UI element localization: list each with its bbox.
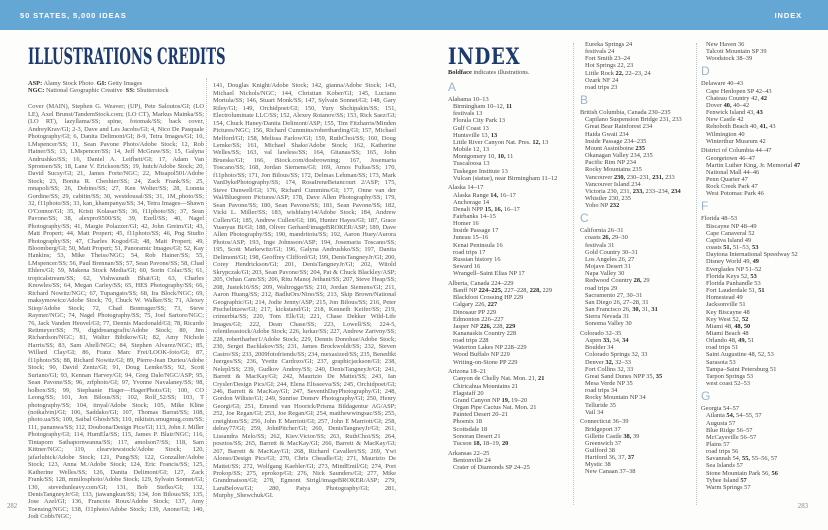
index-subentry: Mount Assiniboine 235 — [585, 144, 646, 152]
index-subentry: Georgetown 46–47 — [706, 154, 756, 162]
index-subentry: Tarpon Springs 53 — [706, 372, 754, 380]
index-subentry: road trips 34 — [585, 387, 618, 395]
index-subentry: Inside Passage 234–235 — [585, 137, 647, 145]
index-subentry: Great Bear Rainforest 234 — [585, 123, 653, 131]
index-subentry: McCaysville 56–57 — [706, 433, 757, 441]
index-subentry: Captiva Island 49 — [706, 236, 752, 244]
index-subentry: Fort Lauderdale 51, 51 — [706, 287, 765, 295]
index-subentry: Little River Canyon Nat. Pres. 12, 13 — [453, 138, 549, 146]
index-letter-heading: B — [580, 93, 589, 108]
index-entry: Arkansas 22–25 — [448, 449, 490, 457]
index-letter-heading: G — [701, 389, 711, 404]
index-entry: Florida 48–53 — [701, 215, 738, 223]
index-subentry: Sonoma Valley 30 — [585, 320, 632, 328]
index-subentry: Chateau Country 42, 42 — [706, 94, 768, 102]
index-subentry: Gulf Coast 13 — [453, 124, 489, 132]
index-subentry: Gillette Castle 38, 39 — [585, 432, 640, 440]
index-subentry: Los Angeles 26, 27 — [585, 255, 635, 263]
index-subentry: Huntsville 13, 13 — [453, 131, 498, 139]
index-subentry: Greenwich 37 — [585, 439, 622, 447]
index-subentry: Tybee Island 57 — [706, 476, 747, 484]
index-subentry: Cape Henlopen SP 42–43 — [706, 87, 772, 95]
index-letter-heading: F — [701, 199, 709, 214]
index-column-3 — [701, 41, 820, 491]
index-subentry: Flagstaff 20 — [453, 389, 484, 397]
header-book-title: 50 STATES, 5,000 IDEAS — [20, 10, 127, 20]
index-subentry: Jasper NP 226, 228, 229 — [453, 322, 516, 330]
index-subentry: Tuscaloosa 13 — [453, 160, 490, 168]
index-subentry: Martin Luther King, Jr. Memorial 47 — [706, 161, 801, 169]
index-subentry: Great Sand Dunes NPP 35, 35 — [585, 372, 663, 380]
index-subentry: Key West 52, 52 — [706, 315, 749, 323]
index-subentry: Stone Mountain Park 56, 56 — [706, 469, 778, 477]
index-subentry: Colorado Springs 32, 33 — [585, 351, 648, 359]
index-subentry: Canyon de Chelly Nat. Mon. 21, 21 — [453, 375, 545, 383]
index-subentry: San Francisco 26, 30, 31, 31 — [585, 306, 658, 313]
index-subentry: Sierra Nevada 31 — [585, 313, 630, 321]
index-entry: Delaware 40–43 — [701, 80, 744, 88]
index-subentry: road trips 51 — [706, 344, 739, 352]
credits-column-divider — [206, 78, 207, 506]
index-boldface-note: Boldface indicates illustrations. — [448, 69, 530, 76]
index-subentry: Waterton Lakes NP 228–229 — [453, 344, 527, 352]
index-subentry: Savannah 54, 55, 55–56, 57 — [706, 455, 778, 463]
index-subentry: Seward 16 — [453, 263, 481, 271]
index-subentry: Penn Quarter 47 — [706, 176, 748, 183]
index-subentry: Rock Creek Park 47 — [706, 183, 758, 191]
index-subentry: Key Biscayne 48 — [706, 308, 750, 316]
index-subentry: Winterthur Museum 42 — [706, 137, 766, 145]
index-subentry: Sea Islands 57 — [706, 462, 743, 470]
index-subentry: Orlando 48, 49, 51 — [706, 337, 755, 345]
index-subentry: Cape Canaveral 52 — [706, 229, 755, 237]
index-subentry: Florida Panhandle 53 — [706, 279, 761, 287]
index-subentry: Capilano Suspension Bridge 231, 233 — [585, 116, 682, 124]
abbreviation-line: ASP: Alamy Stock Photo GI: Getty Images — [28, 80, 143, 87]
index-subentry: Grand Canyon NP 19, 19–20 — [453, 396, 528, 404]
index-subentry: Painted Desert 20–21 — [453, 411, 509, 419]
index-subentry: Napa Valley 30 — [585, 270, 625, 278]
index-subentry: Vail 34 — [585, 408, 604, 416]
index-subentry: Talcott Mountain SP 39 — [706, 48, 767, 56]
index-subentry: Fort Smith 23–24 — [585, 55, 631, 63]
index-entry: Alberta, Canada 224–229 — [448, 279, 514, 287]
index-subentry: Whistler 230, 235 — [585, 194, 631, 202]
index-subentry: Hartford 36, 37, 37 — [585, 454, 635, 462]
index-subentry: Tuskegee Institute 13 — [453, 167, 508, 175]
index-subentry: Kenai Peninsula 16 — [453, 241, 503, 249]
index-subentry: Telluride 35 — [585, 401, 616, 409]
index-subentry: Inside Passage 17 — [453, 227, 499, 235]
index-subentry: Gold Country 30–31 — [585, 248, 638, 256]
index-subentry: Sacramento 27, 30–31 — [585, 291, 643, 299]
index-entry: Arizona 18–21 — [448, 368, 487, 376]
index-subentry: Mojave Desert 31 — [585, 263, 631, 271]
index-subentry: Blackfoot Crossing HP 229 — [453, 294, 524, 302]
index-subentry: Tucson 18, 18–19, 20 — [453, 439, 509, 447]
index-entry: California 26–31 — [580, 227, 624, 235]
credits-page-title: ILLUSTRATIONS CREDITS — [28, 44, 226, 70]
index-subentry: road trips 23 — [585, 83, 618, 91]
index-subentry: road trips 56 — [706, 448, 739, 456]
index-subentry: west coast 52–53 — [706, 380, 751, 388]
index-subentry: Redwood Country 28, 29 — [585, 277, 650, 285]
index-subentry: Atlanta 54, 54–55, 57 — [706, 412, 762, 420]
index-subentry: festivals 24 — [585, 48, 615, 56]
index-subentry: New Canaan 37–38 — [585, 468, 636, 476]
index-subentry: Hot Springs 22, 23 — [585, 62, 634, 70]
index-subentry: Miami Beach 48 — [706, 329, 749, 337]
index-subentry: Dinosaur PP 229 — [453, 308, 497, 316]
page-number-left: 282 — [7, 503, 18, 510]
index-subentry: coasts 26, 29–30 — [585, 234, 628, 242]
index-entry: Georgia 54–57 — [701, 405, 740, 413]
index-subentry: Miami 48, 48, 50 — [706, 322, 751, 330]
index-subentry: Everglades NP 51–52 — [706, 265, 762, 273]
index-subentry: Chiricahua Mountains 21 — [453, 382, 518, 390]
index-column-divider — [696, 43, 697, 505]
index-subentry: Juneau 15–16 — [453, 234, 489, 242]
index-subentry: Ozark NF 24 — [585, 76, 619, 84]
index-subentry: Fairbanks 14–15 — [453, 213, 496, 220]
index-subentry: Florida Keys 52, 53 — [706, 272, 757, 280]
page-number-right: 283 — [797, 503, 808, 510]
index-letter-heading: A — [448, 80, 457, 94]
index-subentry: Edmonton 226–227 — [453, 315, 504, 323]
index-entry: District of Columbia 44–47 — [701, 147, 772, 155]
index-entry: Colorado 32–35 — [580, 329, 622, 337]
index-subentry: West Potomac Park 46 — [706, 190, 764, 198]
index-subentry: Victoria 230, 231, 233, 233–234, 234 — [585, 187, 681, 195]
index-subentry: Mobile 12, 13 — [453, 146, 490, 154]
index-subentry: Birmingham 10–12, 11 — [453, 103, 513, 111]
index-subentry: Okanagan Valley 234, 235 — [585, 152, 653, 160]
index-subentry: Bentonville 24 — [453, 456, 491, 464]
credits-column-2: 141, Douglas Knight/Adobe Stock; 142, gianna/Adobe Stock; 143, Michael Nichols/NGC; 144, Christian Kober/GI; 145, Luciano Mortula/SS; 146, Stuart Monk/SS; 147, Sylvain Sonnet/GI; 148, Gary Riley/GI; 149, Orchidpoet/GI; 150, Yury Shchipakin/SS; 151, Electroluminate LLC/SS; 152, Alexey Rotanov/SS; 153, Rick Saez/GI; 154, Chuck Haney/Danita Delimont/ASP; 155, Tim Fitzharris/Minden Pictures/NGC; 156, Richard Cummins/robertharding/GI; 157, Michael Melford/GI; 158, Melissa Farlow/GI; 159, RuthChoi/SS; 160, Doug Lemke/SS; 161, Michael Shake/Adobe Stock; 162, Katherine Welles/SS; 163, val lawless/SS; 164, Gitanas/SS; 165, John Brueske/GI; 166, iStock.com/dosbrowning; 167, Josemaria Toscano/SS; 168, Jordan Siemens/GI; 169, Amos Fultas/SS; 170, f11photo/SS; 171, Jon Bilous/SS; 172, Delmas Lehman/SS; 173, Mark VanDykePhotography/SS; 174, RosaIreneBetancourt 2/ASP; 175, Steve Dunwell/GI; 176, Richard Cummins/GI; 177, Onne van der Wal/Bluegreen Pictures/ASP; 178, Dave Allen Photography/SS; 179, Sean Pavone/SS; 180, Sean Pavone/SS; 181, Sean Pavone/SS; 182, Vicki L. Miller/SS; 183, wishfairy14/Adobe Stock; 184, Andrew Cullen/GI; 185, Andrew Cullen/GI; 186, Hunter Hayes/GI; 187, Grace Yuanyue Bi/GI; 188, Oliver Gerhard/imageBROKER/ASP; 189, Dave Allen Photography/SS; 190, mandritoiu/SS; 192, Aaron Huey/Aurora Photos/ASP; 193, Inge Johnsson/ASP; 194, Josemaria Toscano/SS; 195, Scott Markewitz/GI; 196, Galyna Andrushko/SS; 197, Danita Delimont/GI; 198, Geoffrey Clifford/GI; 199, DenisTangneyJr/GI; 200, Corey Hendrickson/GI; 201, DenisTangneyJr/GI; 202, Witold Skrypczak/GI; 203, Sean Pavone/SS; 204, Pat & Chuck Blackley/ASP; 205, Orhan Cam/SS; 206, Ritu Manoj Jethani/SS; 207, Steve Heap/SS; 208, Justek16/SS; 209, Waltrogge/SS; 210, Jordan Siemens/GI; 211, Aaron Huang/SS; 212, BadluOrs/Nino/SS; 213, Skip Brown/National Geographic/GI; 214, Jodie Jenny/ASP; 215, Jon Bilous/SS; 216, Peter Ptschelinzew/GI; 217, kickstand/GI; 218, Kenneth Keifer/SS; 219, crimerbia/SS; 220, Tom Elk/GI; 221, Chase Dekker Wild-Life Images/GI; 222, Dean Chase/SS; 223, Lowell/SS; 224-5, relentlessstock/Adobe Stock; 226, lurkar/SS; 227, Andrew Zarivny/SS; 228, robertharber1/Adobe Stock; 229, Dennis Donohue/Adobe Stock; 230, Sergei Bachlakov/SS; 231, James Brockwoldt/SS; 232, Steven Castro/SS; 233, 2009fotofriends/SS; 234, mexasized/SS; 235, Benedikt Juerges/SS; 236, Yvette Cardozo/GI; 237, graphicjackson/GI; 238, Nelepl/SS; 239, Gudkov Andrey/SS; 240, DenisTangneyJr/GI; 241, Barrett & MacKay/GI; 242, Maurizio De Mattei/SS; 243, Ian Crysler/Design Pics/GI; 244, Elena Elisseeva/SS; 245, Orchidpoet/GI; 246, Barrett & MacKay/GI; 247, SeventhDayPhotography/GI; 248, Gordon Wiltsie/GI; 249, Sunrise Donsrv Photography/GI; 250, Henry Georgi/GI; 251, Emond van Hoorick/Prisma Bildagentur AG/ASP; 252, Joe Regan/GI; 253, Joe Regan/GI; 254, matthewwingsac/SS; 255, cneighton/SS; 256, John E Marriott/GI; 257, John E Marriott/GI; 258, delray77/GI; 259, JohnPitcher/GI; 260, DenisTangneyJr/GI; 261, Lissandra Melo/SS; 262, Kiev.Victor/SS; 263, RuthChoi/SS; 264, posztos/SS; 265, Barrett & MacKay/GI; 266, Barrett & MacKay/GI; 267, Barrett & MacKay/GI; 268, Richard Cavalleri/SS; 269, Ywi Alonso/Design Pics/GI; 270, Chris Cheadle/GI; 271, Maurizio De Mattei/SS; 272, Wolfgang Kaehler/GI; 273, MindEmil/GI; 274, Port Prokop/SS; 275, eprokop/GI; 276, Nick Saunders/GI; 277, Mike Grandmaison/GI; 278, Egmont Strigl/imageBROKER/ASP; 279, LaraBelova/GI; 280, Patya Photography/GI; 281, Murphy_Shewchuk/GI. — [213, 82, 397, 500]
index-subentry: Vancouver 230, 230–231, 231, 233 — [585, 173, 675, 181]
index-column-divider — [573, 43, 574, 505]
index-subentry: Guilford 38 — [585, 446, 615, 454]
index-subentry: Denver 32, 32–33 — [585, 358, 631, 366]
index-subentry: Augusta 57 — [706, 419, 736, 427]
index-page-title: INDEX — [448, 44, 521, 70]
index-letter-heading: D — [701, 64, 710, 79]
header-bar — [0, 0, 828, 30]
index-subentry: Boulder 34 — [585, 344, 614, 352]
index-subentry: Wilmington 40 — [706, 130, 745, 138]
index-subentry: Anchorage 14 — [453, 198, 490, 206]
index-subentry: Jacksonville 51 — [706, 301, 746, 309]
index-subentry: Biscayne NP 48–49 — [706, 222, 757, 230]
index-subentry: Pacific Rim NP 234 — [585, 159, 637, 167]
index-subentry: Disney World 49, 49 — [706, 258, 759, 266]
index-subentry: Fort Collins 32, 33 — [585, 365, 634, 373]
index-subentry: Mesa Verde NP 35 — [585, 380, 633, 388]
index-subentry: Crater of Diamonds SP 24–25 — [453, 463, 530, 471]
index-subentry: Saint Augustine 48, 52, 53 — [706, 351, 774, 359]
index-subentry: Yoho NP 232 — [585, 202, 620, 210]
index-subentry: Rehoboth Beach 40, 41, 43 — [706, 123, 776, 131]
index-subentry: Plains 57 — [706, 441, 730, 448]
index-entry: Alaska 14–17 — [448, 184, 484, 192]
index-subentry: Sarasota 53 — [706, 358, 736, 366]
credits-abbreviations — [28, 80, 204, 95]
index-subentry: Banff NP 224–225, 227–228, 228, 229 — [453, 287, 553, 295]
index-subentry: Mystic 38 — [585, 461, 611, 469]
index-subentry: Fenwick Island 43, 43 — [706, 109, 763, 117]
index-letter-heading: C — [580, 211, 589, 226]
index-subentry: Haida Gwaii 234 — [585, 130, 629, 138]
index-subentry: Wood Buffalo NP 229 — [453, 351, 510, 359]
index-subentry: Rocky Mountains 235 — [585, 166, 642, 174]
index-subentry: Warm Springs 57 — [706, 483, 751, 491]
index-subentry: Aspen 33, 34, 34 — [585, 337, 629, 345]
index-subentry: festivals 31 — [585, 241, 615, 249]
index-subentry: Alaska Range 14, 16–17 — [453, 191, 516, 199]
index-entry: Alabama 10–13 — [448, 96, 489, 103]
index-subentry: Rocky Mountain NP 34 — [585, 394, 646, 402]
index-subentry: Eureka Springs 24 — [585, 41, 633, 48]
index-subentry: road trips 17 — [453, 248, 486, 256]
abbreviation-line: NGC: National Geographic Creative SS: Shutterstock — [28, 87, 169, 95]
index-subentry: Homestead 49 — [706, 294, 743, 302]
index-subentry: Calgary 226, 227 — [453, 301, 498, 309]
index-column-1 — [448, 78, 570, 471]
index-subentry: Wrangell–Saint Elias NP 17 — [453, 270, 525, 278]
index-subentry: Sonoran Desert 21 — [453, 432, 501, 440]
index-subentry: Vancouver Island 234 — [585, 180, 641, 188]
index-subentry: coasts 51, 51–53, 53 — [706, 244, 759, 252]
index-subentry: Kananaskis Country 228 — [453, 330, 517, 337]
index-subentry: Organ Pipe Cactus Nat. Mon. 21 — [453, 404, 537, 412]
index-subentry: Daytona International Speedway 52 — [706, 251, 798, 259]
index-subentry: Russian history 16 — [453, 255, 501, 263]
index-subentry: Tampa–Saint Petersburg 51 — [706, 365, 777, 373]
index-subentry: Scottsdale 18 — [453, 425, 488, 433]
index-subentry: San Diego 26, 27–28, 31 — [585, 298, 649, 306]
index-subentry: Phoenix 18 — [453, 418, 482, 426]
index-subentry: Blue Ridge 56–57 — [706, 426, 753, 434]
index-subentry: festivals 13 — [453, 110, 483, 118]
index-subentry: road trips 228 — [453, 337, 489, 345]
index-subentry: Woodstock 38–39 — [706, 55, 753, 63]
index-subentry: New Castle 42 — [706, 116, 744, 124]
index-subentry: Florala City Park 13 — [453, 117, 506, 125]
index-subentry: Homer 16 — [453, 220, 479, 228]
index-subentry: Dover 40, 40–42 — [706, 101, 750, 109]
index-entry: British Columbia, Canada 230–235 — [580, 109, 671, 117]
index-subentry: Little Rock 22, 22–23, 24 — [585, 69, 651, 77]
index-column-2 — [580, 41, 694, 476]
index-subentry: Vulcan (statue), near Birmingham 11–12 — [453, 174, 558, 182]
credits-column-1: Cover (MAIN), Stephen G. Weaver; (UP), Pete Saloutos/GI; (LO LE), Axel Brunst/TandemStock.com; (LO CT), Markus Mainka/SS; (LO RT), lazyllama/SS; spine, fotomak/SS; back cover, AndreyKrav/GI; 2-3, Dave and Les Jacobs/GI; 4, Nico De Pasquale Photography/GI; 6, Danita Delimont/GI; 8-9, Tetra Images/GI; 10, LMspencer/SS; 11, Sean Pavone Photo/Adobe Stock; 12, Rob Hainer/SS; 13, LMspencer/SS; 14, Jeff McGraw/SS; 15, Galyna Andrushko/SS; 16, Daniel A. Leifheit/GI; 17, Adam Van Spronsen/SS; 18, Lane V. Erickson/SS; 19, hutch/Adobe Stock; 20, David Sucsy/GI; 21, James Forte/NGC; 22, Mtsapol501/Adobe Stock; 23, Bonita R. Cheshier/SS; 24, Zack Frank/SS; 25, mnapoli/SS; 26, Dobino/SS; 27, Ken Wolter/SS; 28, Lonnia Gordine/SS; 29, cabitin/SS; 30, westdousal/SS; 31, 1M_photo/SS; 32, f11photo/SS; 33, kan_khampanya/SS; 34, Tetra Images—Shawn O'Connor/GI; 35, Kristi Kolasar/SS; 36, f11photo/SS; 37, Sean Pavone/SS; 38, alexpro9500/SS; 39, Ezell/SS; 40, Nagel Photography/SS; 41, Margie Polazzer/GI; 42, John Greim/GI; 43, Matt Propert; 44, Matt Propert; 45, f11photo/SS; 46, Png Studio Photography/SS; 47, Charles Kogod/GI; 48, Matt Propert; 49, Bloomberg/GI; 50, Matt Propert; 51, Panoramic Images/GI; 52, Kay Hankins; 53, Mike Theiss/NGC; 54, Rob Hainer/SS; 55, LMspencer/SS; 56, Paul Brennan/SS; 57, Sean Pavone/SS; 58, Chad Ehlers/GI; 59, Makena Stock Media/GI; 60, Sorin Colac/SS; 61, tropicalstream/SS; 62, Vishwanath Bhat/GI; 63, Charles Knowles/SS; 64, Megan Carley/SS; 65, HES Photography/SS; 66, Richard Nowitz/NGC; 67, Tupangato/SS; 68, Ira Block/NGC; 69, maksymowicz/Adobe Stock; 70, Chuck W. Walker/SS; 71, Alexey Stiop/Adobe Stock; 72, Chad Bontrager/SS; 73, Steve Raymer/NGC; 74, Nagel Photography/SS; 75, Joel Sartore/NGC; 76, Jack Vanden Heuvel/GI; 77, Dennis Macdonald/GI; 78, Ricardo Reitmeyer/SS; 79, digidreamgrafix/Adobe Stock; 80, Jim Richardson/NGC; 81, Walter Bibikow/GI; 82, Amy Nichole Harris/SS; 83, Sam Abell/NGC; 84, Stephen Alvarez/NGC; 85, Willard Clay/GI; 86, Franz Marc Frei/LOOK-foto/GI; 87, f11photo/SS; 88, Richard Nowitz/GI; 89, Pierre-Jean Durieu/Adobe Stock; 90, David Zentz/GI; 91, Doug Lemke/SS; 92, Scott Suriano/GI; 93, Kennan Harvey/GI; 94, Greg Dale/NGC/ASP; 95, Sean Pavone/SS; 96, zrfphoto/GI; 97, Yvonne Navalaney/SS; 98, holbox/SS; 99, Stephanie Hager—HagerPhoto/GI; 100, CO Leong/SS; 101, Jon Bilous/SS; 102, Rolf_52/SS; 103, T photography/SS; 104, tinyal/Adobe Stock; 105, Mike Kline (notkalvin)/GI; 106, Saddako/GI; 107, Thomas Barrat/SS; 108, photo.ua/SS; 109, Saibal Ghosh/SS; 110, nikitsin.smugmug.com/SS; 111, pananwa/SS; 112, Doubona/Design Pics/GI; 113, John J. Miller Photography/GI; 114, HumEla/SS; 115, James P. Blair/NGC; 116, Tintaporn Sathapornwanna/SS; 117, amolson7/SS; 118, Sam Kittner/NGC; 119, clearviewstock/Adobe Stock; 120, jafarlubick/Adobe Stock; 121, Pung/SS; 122, Gonzaller/Adobe Stock; 123, Anna M./Adobe Stock; 124, Eric Francis/SS; 125, Katherine Welles/SS; 126, Danita Delimont/GI; 127, Zack Frank/SS; 128, mmilosphoto/Adobe Stock; 129, Sylvain Sonnet/GI; 130, stevedunleavy.com/GI; 131, Bob Stefko/GI; 132, DenisTangneyJr/GI; 133, jiawangkun/SS; 134, Jon Bilous/SS; 135, Jose Azel/GI; 136, Francois Roux/Adobe Stock; 137, Amy Toensing/NGC; 138, f11photo/Adobe Stock; 139, Anone/GI; 140, Jodi Cobb/NGC; — [28, 103, 204, 521]
index-subentry: New Haven 36 — [706, 41, 745, 48]
header-section-title: INDEX — [774, 10, 802, 20]
index-subentry: Montgomery 10, 10, 11 — [453, 153, 514, 161]
index-subentry: Writing-on-Stone PP 229 — [453, 358, 518, 366]
index-subentry: road trips 29 — [585, 284, 618, 292]
index-subentry: Bridgeport 37 — [585, 425, 621, 433]
index-entry: Connecticut 36–39 — [580, 418, 629, 426]
index-subentry: Denali NPP 15, 16, 16–17 — [453, 205, 520, 213]
index-subentry: National Mall 44–46 — [706, 168, 760, 176]
